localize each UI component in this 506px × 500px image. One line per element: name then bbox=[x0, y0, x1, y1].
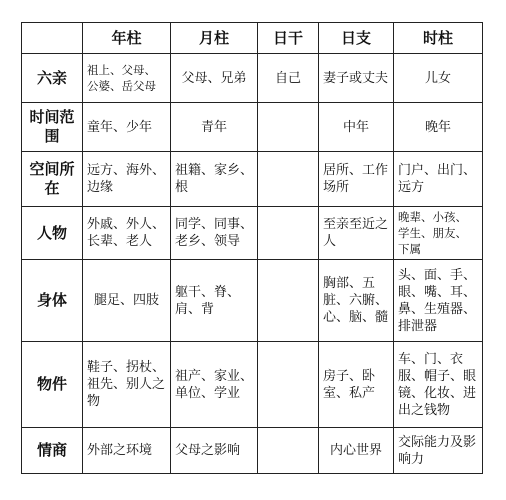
table-cell: 至亲至近之人 bbox=[319, 207, 394, 260]
table-cell: 妻子或丈夫 bbox=[319, 54, 394, 103]
table-cell: 自己 bbox=[258, 54, 319, 103]
row-label: 六亲 bbox=[22, 54, 83, 103]
table-cell: 内心世界 bbox=[319, 428, 394, 474]
row-label: 空间所在 bbox=[22, 152, 83, 207]
table-cell: 胸部、五脏、六腑、心、脑、髓 bbox=[319, 260, 394, 342]
header-year-pillar: 年柱 bbox=[83, 23, 171, 54]
table-cell: 头、面、手、眼、嘴、耳、鼻、生殖器、排泄器 bbox=[394, 260, 483, 342]
header-row bbox=[22, 23, 483, 54]
table-cell bbox=[258, 207, 319, 260]
table-cell: 青年 bbox=[171, 103, 258, 152]
table-cell bbox=[258, 428, 319, 474]
table-cell: 远方、海外、边缘 bbox=[83, 152, 171, 207]
table-cell: 同学、同事、老乡、领导 bbox=[171, 207, 258, 260]
table-cell: 房子、卧室、私产 bbox=[319, 342, 394, 428]
table-cell: 居所、工作场所 bbox=[319, 152, 394, 207]
table-cell: 晚年 bbox=[394, 103, 483, 152]
pillar-table bbox=[21, 22, 483, 474]
table-cell: 躯干、脊、肩、背 bbox=[171, 260, 258, 342]
table-cell: 父母之影响 bbox=[171, 428, 258, 474]
row-label: 物件 bbox=[22, 342, 83, 428]
table-cell: 祖产、家业、单位、学业 bbox=[171, 342, 258, 428]
table-cell: 祖上、父母、公婆、岳父母 bbox=[83, 54, 171, 103]
header-day-stem: 日干 bbox=[258, 23, 319, 54]
table-cell: 外部之环境 bbox=[83, 428, 171, 474]
table-cell bbox=[258, 342, 319, 428]
header-day-branch: 日支 bbox=[319, 23, 394, 54]
row-label: 时间范围 bbox=[22, 103, 83, 152]
table-cell: 门户、出门、远方 bbox=[394, 152, 483, 207]
table-row bbox=[22, 428, 483, 474]
table-cell: 鞋子、拐杖、祖先、别人之物 bbox=[83, 342, 171, 428]
table-cell: 交际能力及影响力 bbox=[394, 428, 483, 474]
row-label: 情商 bbox=[22, 428, 83, 474]
row-label: 身体 bbox=[22, 260, 83, 342]
table-cell: 中年 bbox=[319, 103, 394, 152]
table-cell bbox=[258, 260, 319, 342]
table-row bbox=[22, 103, 483, 152]
table-row bbox=[22, 260, 483, 342]
table-cell: 外戚、外人、长辈、老人 bbox=[83, 207, 171, 260]
table-cell: 儿女 bbox=[394, 54, 483, 103]
table-row bbox=[22, 54, 483, 103]
row-label: 人物 bbox=[22, 207, 83, 260]
header-corner bbox=[22, 23, 83, 54]
table-row bbox=[22, 207, 483, 260]
table-cell: 童年、少年 bbox=[83, 103, 171, 152]
table-row bbox=[22, 152, 483, 207]
table-cell: 晚辈、小孩、学生、朋友、下属 bbox=[394, 207, 483, 260]
table-row bbox=[22, 342, 483, 428]
table-cell: 祖籍、家乡、根 bbox=[171, 152, 258, 207]
table-cell bbox=[258, 103, 319, 152]
table-cell: 车、门、衣服、帽子、眼镜、化妆、进出之钱物 bbox=[394, 342, 483, 428]
table-cell: 父母、兄弟 bbox=[171, 54, 258, 103]
header-month-pillar: 月柱 bbox=[171, 23, 258, 54]
header-hour-pillar: 时柱 bbox=[394, 23, 483, 54]
table-cell bbox=[258, 152, 319, 207]
table-cell: 腿足、四肢 bbox=[83, 260, 171, 342]
